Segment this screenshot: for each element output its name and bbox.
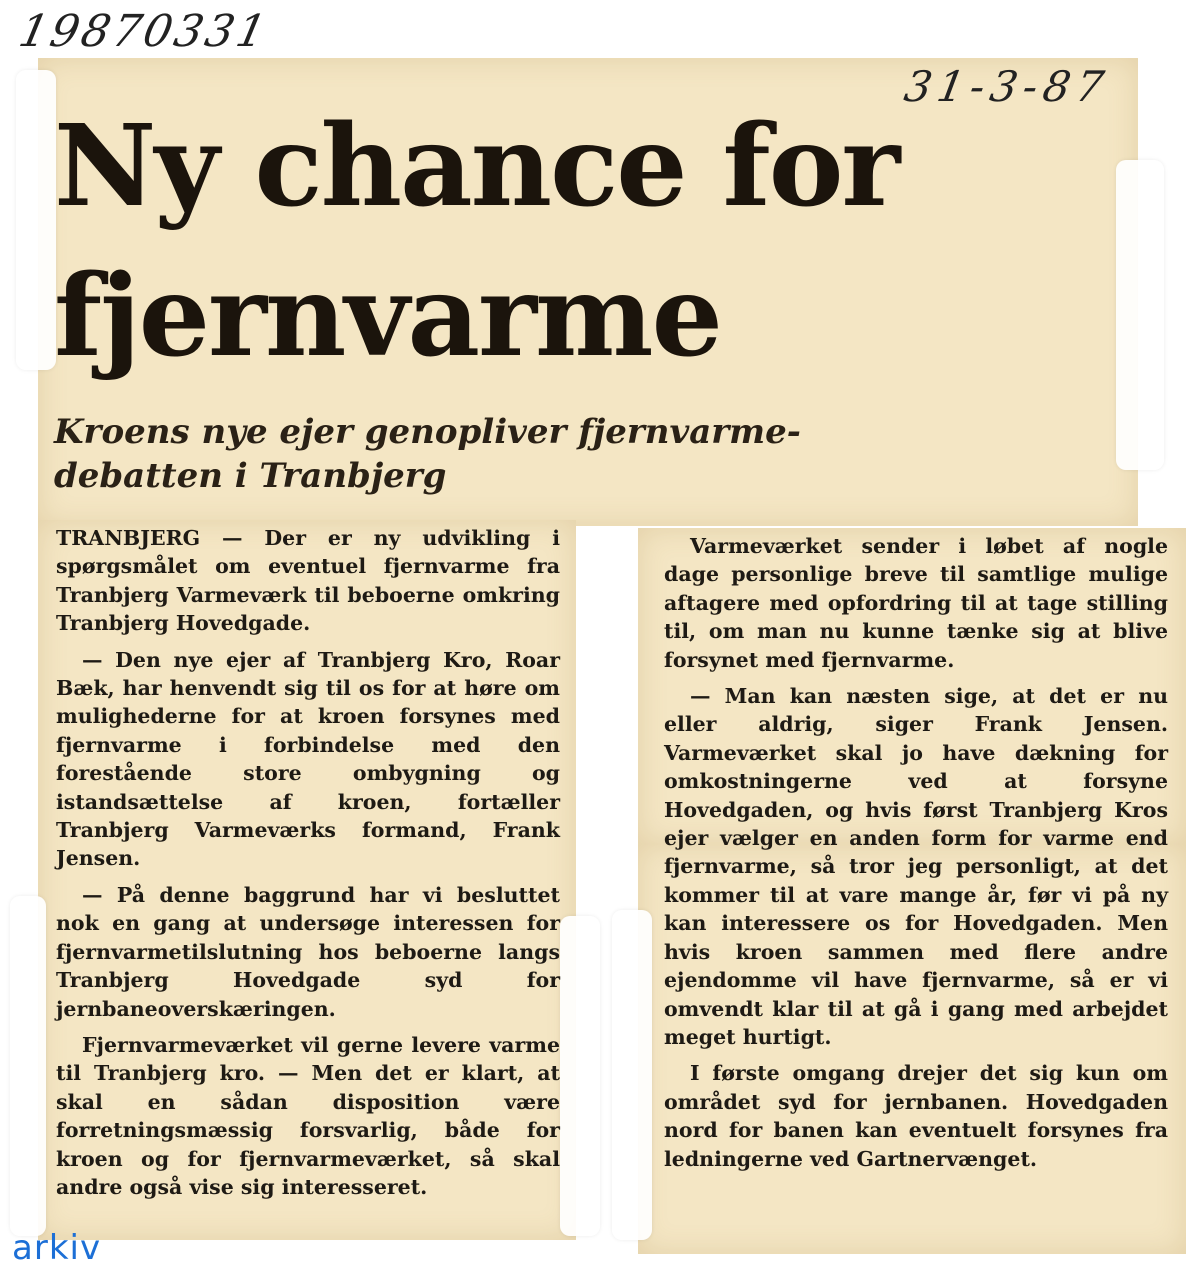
article-paragraph: Varmeværket sender i løbet af nogle dage personlige breve til samtlige mulige aftagere med opfordring til at tage stilling til, om man nu kunne tænke sig at blive forsynet med fjernvarme. (664, 534, 1168, 672)
article-headline: Ny chance for fjernvarme (54, 101, 899, 382)
article-left-column (56, 524, 560, 1201)
article-subheadline: Kroens nye ejer genopliver fjernvarme-debatten i Tranbjerg (54, 412, 801, 496)
clipping-date-handwritten: 31-3-87 (900, 62, 1114, 111)
article-paragraph: — Man kan næsten sige, at det er nu eller aldrig, siger Frank Jensen. Varmeværket skal jo have dækning for omkostningerne ved at forsyne Hovedgaden, og hvis først Tranbjerg Kros ejer vælger en anden form for varme end fjernvarme, så tror jeg personligt, at det kommer til at vare mange år, før vi på ny kan interessere os for Hovedgaden. Men hvis kroen sammen med flere andre ejendomme vil have fjernvarme, så er vi omvendt klar til at gå i gang med arbejdet meget hurtigt. (664, 684, 1168, 1049)
article-paragraph: — Den nye ejer af Tranbjerg Kro, Roar Bæk, har henvendt sig til os for at høre om mulighederne for at kroen forsynes med fjernvarme i forbindelse med den forestående store ombygning og istandsættelse af kroen, fortæller Tranbjerg Varmeværks formand, Frank Jensen. (56, 647, 560, 871)
archive-id-handwritten: 19870331 (14, 6, 274, 57)
tape-strip (16, 70, 56, 370)
article-paragraph: — På denne baggrund har vi besluttet nok en gang at undersøge interessen for fjernvarmetilslutning hos beboerne langs Tranbjerg Hovedgade syd for jernbaneoverskæringen. (56, 882, 560, 1021)
article-paragraph: I første omgang drejer det sig kun om området syd for jernbanen. Hovedgaden nord for banen kan eventuelt forsynes fra ledningerne ved Gartnervænget. (664, 1061, 1168, 1171)
article-right-column (664, 532, 1168, 1173)
tape-strip (560, 916, 600, 1236)
arkiv-watermark: arkiv (12, 1228, 102, 1268)
tape-strip (1116, 160, 1164, 470)
tape-strip (612, 910, 652, 1240)
tape-strip (10, 896, 46, 1236)
article-paragraph: Fjernvarmeværket vil gerne levere varme til Tranbjerg kro. — Men det er klart, at skal en sådan disposition være forretningsmæssig forsvarlig, både for kroen og for fjernvarmeværket, så skal andre også vise sig interesseret. (56, 1032, 560, 1199)
article-dateline-paragraph: TRANBJERG — Der er ny udvikling i spørgsmålet om eventuel fjernvarme fra Tranbjerg Varmeværk til beboerne omkring Tranbjerg Hovedgade. (56, 526, 560, 636)
